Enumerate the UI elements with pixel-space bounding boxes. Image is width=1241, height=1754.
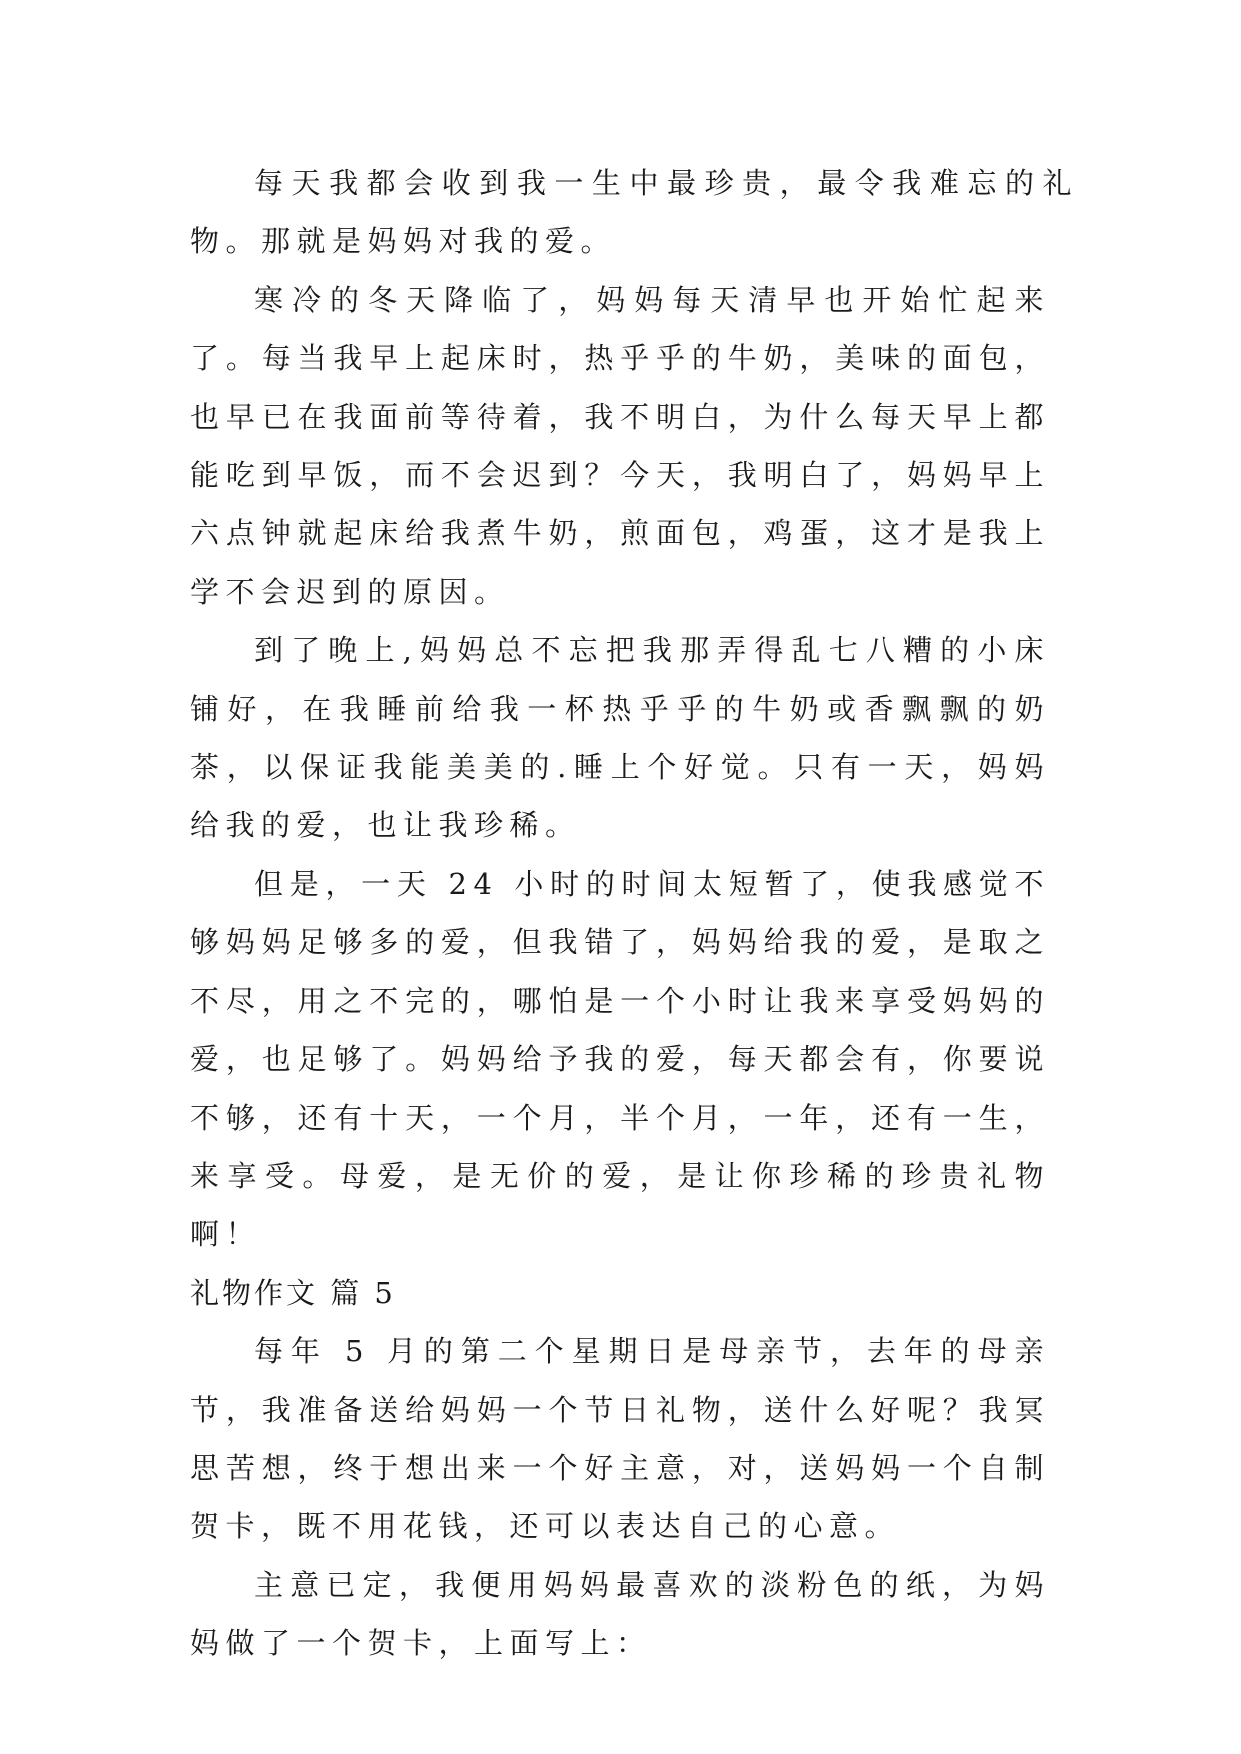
paragraph: 但是，一天 24 小时的时间太短暂了，使我感觉不够妈妈足够多的爱，但我错了，妈妈给我的爱，是取之不尽，用之不完的，哪怕是一个小时让我来享受妈妈的爱，也足够了。妈妈给予我的爱，每天都会有，你要说不够，还有十天，一个月，半个月，一年，还有一生，来享受。母爱，是无价的爱，是让你珍稀的珍贵礼物啊！ (190, 866, 1050, 1252)
paragraph: 每年 5 月的第二个星期日是母亲节，去年的母亲节，我准备送给妈妈一个节日礼物，送什么好呢？我冥思苦想，终于想出来一个好主意，对，送妈妈一个自制贺卡，既不用花钱，还可以表达自己的心意。 (190, 1334, 1050, 1544)
paragraph: 到了晚上,妈妈总不忘把我那弄得乱七八糟的小床铺好，在我睡前给我一杯热乎乎的牛奶或香飘飘的奶茶，以保证我能美美的.睡上个好觉。只有一天，妈妈给我的爱，也让我珍稀。 (190, 633, 1050, 843)
document-body (190, 154, 1078, 1673)
paragraph: 寒冷的冬天降临了，妈妈每天清早也开始忙起来了。每当我早上起床时，热乎乎的牛奶，美味的面包，也早已在我面前等待着，我不明白，为什么每天早上都能吃到早饭，而不会迟到？今天，我明白了，妈妈早上六点钟就起床给我煮牛奶，煎面包，鸡蛋，这才是我上学不会迟到的原因。 (190, 282, 1050, 609)
paragraph: 每天我都会收到我一生中最珍贵，最令我难忘的礼物。那就是妈妈对我的爱。 (190, 166, 1078, 259)
paragraph: 主意已定，我便用妈妈最喜欢的淡粉色的纸，为妈妈做了一个贺卡，上面写上： (190, 1567, 1050, 1661)
section-title: 礼物作文 篇 5 (190, 1275, 396, 1310)
